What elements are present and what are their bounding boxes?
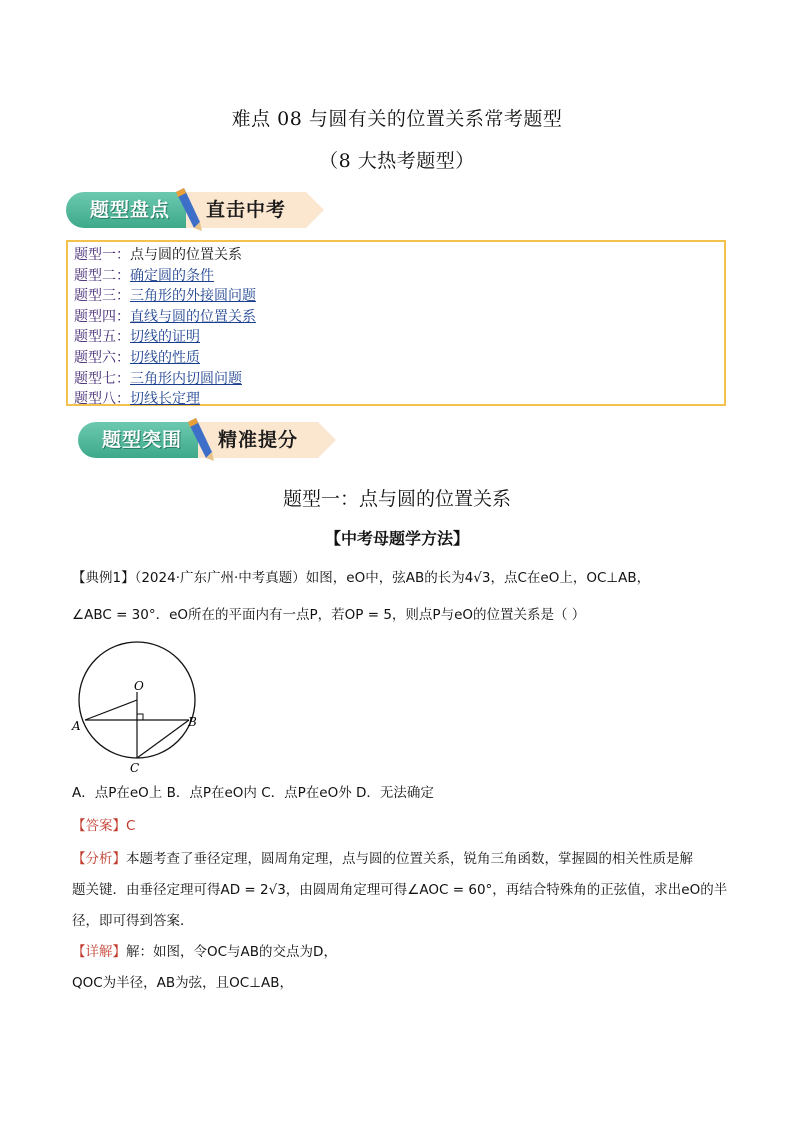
pen-icon <box>182 418 216 462</box>
banner-right-label: 直击中考 <box>186 192 306 228</box>
label-a: A <box>72 719 81 733</box>
label-b: B <box>188 715 197 729</box>
analysis-line-3: 径，即可得到答案． <box>72 913 194 929</box>
banner-arrow <box>318 422 336 458</box>
label-c: C <box>130 761 140 774</box>
toc-link[interactable]: 三角形内切圆问题 <box>130 370 242 387</box>
toc-item[interactable]: 题型三：三角形的外接圆问题 <box>74 288 256 305</box>
toc-item[interactable]: 题型八：切线长定理 <box>74 391 200 408</box>
banner-arrow <box>306 192 324 228</box>
circle-figure <box>70 634 210 774</box>
detail-line-1 <box>72 940 337 960</box>
detail-text-1: 解：如图，令OC与AB的交点为D， <box>126 944 337 960</box>
example-line-2: ∠ABC = 30°．eO所在的平面内有一点P，若OP = 5，则点P与eO的位置关系是（ ） <box>72 607 586 623</box>
toc-link[interactable]: 切线的性质 <box>130 349 200 366</box>
method-title: 【中考母题学方法】 <box>324 529 469 548</box>
banner-practice <box>78 418 348 462</box>
toc-item: 题型一：点与圆的位置关系 <box>74 247 242 263</box>
answer-value: C <box>126 818 136 834</box>
section-title: 题型一：点与圆的位置关系 <box>282 488 511 510</box>
toc-link[interactable]: 三角形的外接圆问题 <box>130 288 256 305</box>
label-o: O <box>134 679 144 693</box>
detail-line-2: QOC为半径，AB为弦，且OC⊥AB， <box>72 975 293 991</box>
banner-left-label: 题型盘点 <box>66 192 194 228</box>
analysis-line-1 <box>72 847 693 867</box>
answer-tag: 【答案】 <box>72 818 126 834</box>
banner-right-label: 精准提分 <box>198 422 318 458</box>
answer-options: A．点P在eO上 B．点P在eO内 C．点P在eO外 D．无法确定 <box>72 785 434 801</box>
toc-link[interactable]: 确定圆的条件 <box>130 267 214 284</box>
toc-item[interactable]: 题型四：直线与圆的位置关系 <box>74 308 256 325</box>
toc-item[interactable]: 题型七：三角形内切圆问题 <box>74 370 242 387</box>
toc-item[interactable]: 题型二：确定圆的条件 <box>74 267 214 284</box>
example-tag: 【典例1】 <box>72 570 135 586</box>
banner-left-label: 题型突围 <box>78 422 206 458</box>
analysis-tag: 【分析】 <box>72 851 126 867</box>
analysis-line-2: 题关键．由垂径定理可得AD = 2√3，由圆周角定理可得∠AOC = 60°，再结合特殊角的正弦值，求出eO的半 <box>72 882 728 898</box>
toc-item[interactable]: 题型六：切线的性质 <box>74 349 200 366</box>
toc-item[interactable]: 题型五：切线的证明 <box>74 329 200 346</box>
toc-link[interactable]: 直线与圆的位置关系 <box>130 308 256 325</box>
toc-link[interactable]: 切线的证明 <box>130 329 200 346</box>
detail-tag: 【详解】 <box>72 944 126 960</box>
example-line-1 <box>72 566 650 586</box>
page-title: 难点 08 与圆有关的位置关系常考题型 <box>231 108 563 130</box>
example-text-1: （2024·广东广州·中考真题）如图，eO中，弦AB的长为4√3，点C在eO上，OC⊥AB， <box>134 570 651 586</box>
answer-line <box>72 814 135 834</box>
banner-overview <box>66 188 336 232</box>
analysis-text-1: 本题考查了垂径定理，圆周角定理，点与圆的位置关系，锐角三角函数，掌握圆的相关性质是解 <box>126 851 693 867</box>
toc-link[interactable]: 切线长定理 <box>130 391 200 408</box>
pen-icon <box>170 188 204 232</box>
page-subtitle: （8 大热考题型） <box>319 150 475 172</box>
toc-box <box>66 240 726 406</box>
